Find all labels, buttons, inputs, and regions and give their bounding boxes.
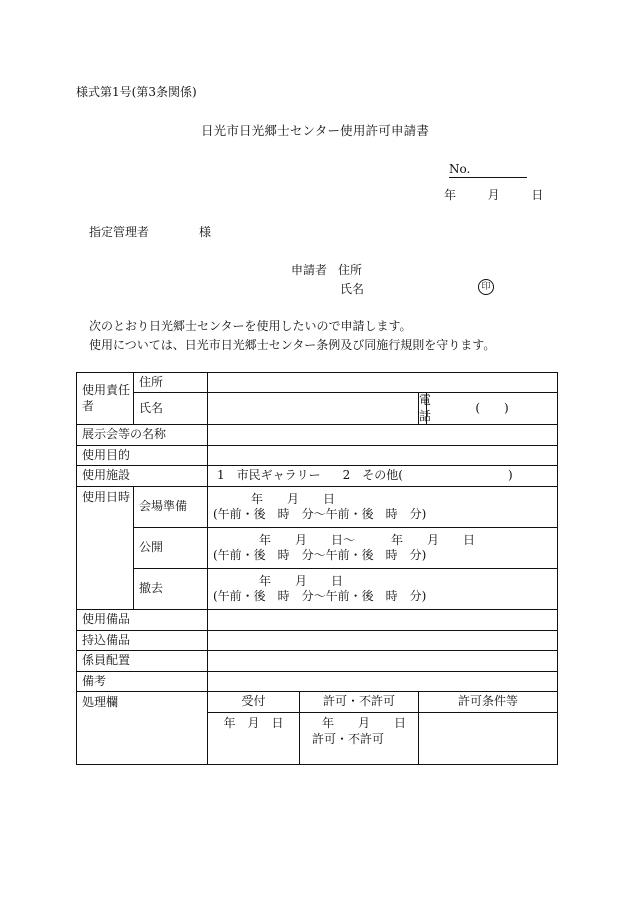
removal-time: (午前・後 時 分〜午前・後 時 分) xyxy=(213,589,427,604)
body-text-line-1: 次のとおり日光郷士センターを使用したいので申請します。 xyxy=(89,319,412,333)
facility-option-close: ) xyxy=(507,468,513,483)
exhibition-name-field[interactable] xyxy=(208,425,558,446)
date-month: 月 xyxy=(487,188,500,202)
remarks-field[interactable] xyxy=(208,672,558,692)
open-time: (午前・後 時 分〜午前・後 時 分) xyxy=(213,548,427,563)
received-date-field[interactable]: 年 月 日 xyxy=(208,713,300,765)
brought-equipment-label: 持込備品 xyxy=(77,631,208,651)
prep-time: (午前・後 時 分〜午前・後 時 分) xyxy=(213,507,427,522)
removal-label: 撤去 xyxy=(134,569,208,610)
removal-datetime-field[interactable] xyxy=(208,569,558,610)
equipment-field[interactable] xyxy=(208,610,558,631)
permit-date: 年 月 日 xyxy=(321,716,406,731)
removal-date: 年 月 日 xyxy=(259,573,344,588)
exhibition-name-label: 展示会等の名称 xyxy=(77,425,208,446)
responsible-address-label: 住所 xyxy=(134,373,208,393)
responsible-person-label: 使用責任者 xyxy=(77,373,134,425)
open-datetime-field[interactable] xyxy=(208,528,558,569)
brought-equipment-field[interactable] xyxy=(208,631,558,651)
applicant-label: 申請者 xyxy=(291,263,328,277)
form-number: 様式第1号(第3条関係) xyxy=(76,85,197,99)
responsible-address-field[interactable] xyxy=(208,373,558,393)
applicant-address-line xyxy=(291,264,362,276)
open-date-range: 年 月 日〜 年 月 日 xyxy=(259,532,476,547)
responsible-name-label: 氏名 xyxy=(134,393,208,425)
purpose-field[interactable] xyxy=(208,446,558,466)
remarks-label: 備考 xyxy=(77,672,208,692)
staff-field[interactable] xyxy=(208,651,558,672)
facility-option-other[interactable]: 2 その他( xyxy=(342,468,403,483)
conditions-header: 許可条件等 xyxy=(419,692,558,713)
phone-label: 電話 xyxy=(419,393,427,425)
received-header: 受付 xyxy=(208,692,300,713)
date-year: 年 xyxy=(444,188,457,202)
open-label: 公開 xyxy=(134,528,208,569)
permit-header: 許可・不許可 xyxy=(300,692,419,713)
facility-option-gallery[interactable]: 1 市民ギャラリー xyxy=(217,468,321,483)
application-date xyxy=(444,189,543,201)
document-title: 日光市日光郷士センター使用許可申請書 xyxy=(200,123,430,138)
prep-datetime-field[interactable] xyxy=(208,487,558,528)
facility-label: 使用施設 xyxy=(77,466,208,487)
document-number-field[interactable]: No. xyxy=(449,163,527,178)
processing-label: 処理欄 xyxy=(77,692,208,765)
responsible-name-field[interactable] xyxy=(208,393,419,425)
facility-options[interactable] xyxy=(208,466,558,487)
prep-label: 会場準備 xyxy=(134,487,208,528)
permit-choice[interactable]: 許可・不許可 xyxy=(312,731,385,746)
application-form-table xyxy=(76,372,558,765)
applicant-address-label: 住所 xyxy=(338,263,363,277)
addressee xyxy=(89,226,211,238)
applicant-name-label: 氏名 xyxy=(340,282,365,296)
seal-mark: 印 xyxy=(478,279,494,295)
phone-field[interactable]: ( ) xyxy=(427,393,558,425)
conditions-field[interactable] xyxy=(419,713,558,765)
addressee-label: 指定管理者 xyxy=(89,225,150,239)
prep-date: 年 月 日 xyxy=(251,491,336,506)
purpose-label: 使用目的 xyxy=(77,446,208,466)
addressee-suffix: 様 xyxy=(199,225,212,239)
date-day: 日 xyxy=(531,188,544,202)
body-text-line-2: 使用については、日光市日光郷士センター条例及び同施行規則を守ります。 xyxy=(89,338,496,352)
permit-field[interactable] xyxy=(300,713,419,765)
equipment-label: 使用備品 xyxy=(77,610,208,631)
datetime-label: 使用日時 xyxy=(77,487,134,610)
staff-label: 係員配置 xyxy=(77,651,208,672)
